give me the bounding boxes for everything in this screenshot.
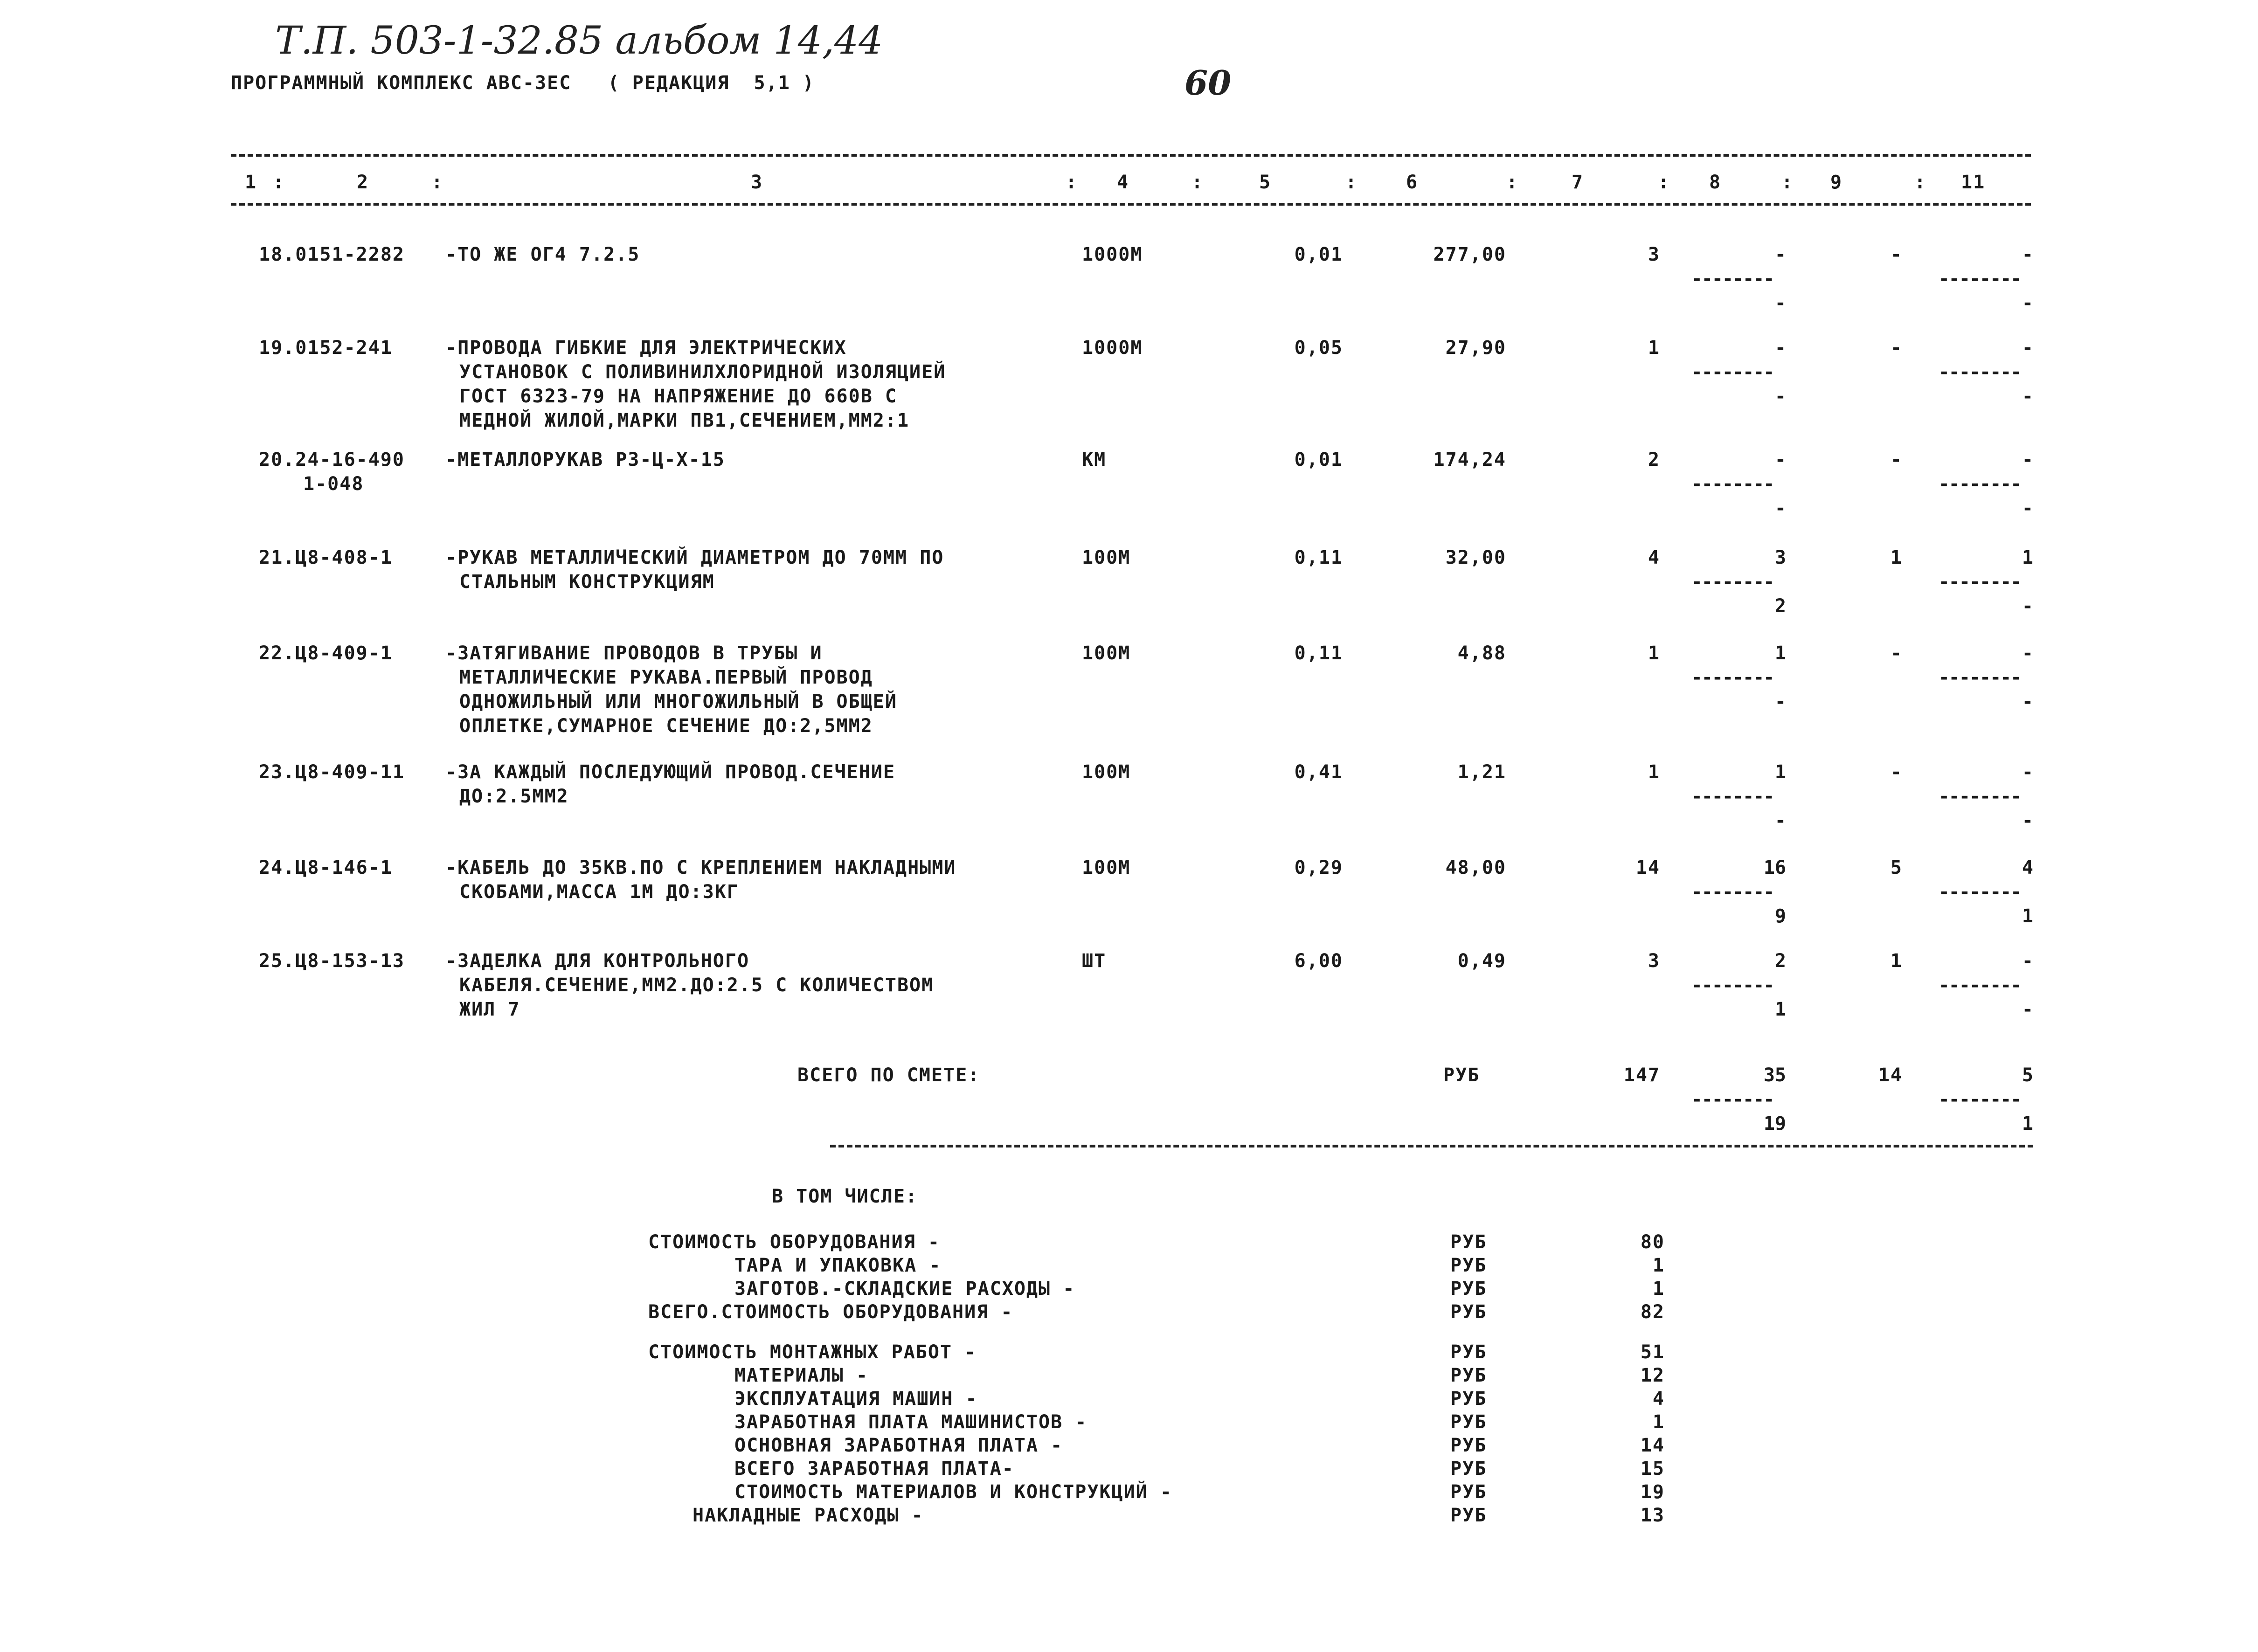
row-fraction-wages-bottom: -	[1774, 691, 1786, 712]
total-frac-2-top: 5	[2022, 1064, 2033, 1086]
column-separator: :	[1345, 172, 1358, 193]
summary-value: 12	[1640, 1365, 1665, 1386]
total-frac-2: 5 -------- 1	[1938, 1064, 2033, 1134]
row-fraction-wages: 2 -------- 1	[1691, 950, 1786, 1020]
row-fraction-col11: - -------- -	[1938, 244, 2033, 314]
summary-label: НАКЛАДНЫЕ РАСХОДЫ -	[693, 1505, 924, 1526]
column-header-7: 7	[1572, 172, 1584, 193]
row-fraction-col11-top: -	[2022, 761, 2033, 783]
row-fraction-col11-bottom: -	[2022, 498, 2033, 519]
row-description-line: -ЗАДЕЛКА ДЛЯ КОНТРОЛЬНОГО	[445, 950, 750, 972]
row-description-line: ЖИЛ 7	[459, 999, 520, 1020]
row-description-line: -ТО ЖЕ ОГ4 7.2.5	[445, 244, 640, 265]
column-header-9: 9	[1830, 172, 1843, 193]
row-total: 3	[1648, 244, 1660, 265]
row-fraction-col11-top: -	[2022, 643, 2033, 664]
row-description-line: ГОСТ 6323-79 НА НАПРЯЖЕНИЕ ДО 660В С	[459, 386, 897, 407]
row-code: 18.0151-2282	[259, 244, 405, 265]
row-col9: 1	[1890, 547, 1903, 568]
row-unit: 100М	[1082, 547, 1131, 568]
summary-unit: РУБ	[1450, 1255, 1487, 1276]
row-fraction-wages-top: 16	[1763, 857, 1786, 878]
summary-label: МАТЕРИАЛЫ -	[734, 1365, 868, 1386]
row-fraction-wages-top: 2	[1774, 950, 1786, 972]
row-fraction-col11-top: 1	[2022, 547, 2033, 568]
row-fraction-wages-bottom: -	[1774, 810, 1786, 831]
summary-label: СТОИМОСТЬ МАТЕРИАЛОВ И КОНСТРУКЦИЙ -	[734, 1481, 1172, 1503]
summary-value: 80	[1640, 1231, 1665, 1253]
row-description-line: СКОБАМИ,МАССА 1М ДО:3КГ	[459, 881, 739, 903]
row-col9: 5	[1890, 857, 1903, 878]
column-separator: :	[273, 172, 285, 193]
column-header-10: 11	[1961, 172, 1986, 193]
row-fraction-wages: - -------- -	[1691, 244, 1786, 314]
row-unit-price: 174,24	[1433, 449, 1506, 470]
summary-label: СТОИМОСТЬ ОБОРУДОВАНИЯ -	[648, 1231, 940, 1253]
column-separator: :	[1914, 172, 1927, 193]
row-description-line: УСТАНОВОК С ПОЛИВИНИЛХЛОРИДНОЙ ИЗОЛЯЦИЕЙ	[459, 361, 946, 383]
row-fraction-wages: - -------- -	[1691, 449, 1786, 519]
total-col9: 14	[1878, 1064, 1903, 1086]
row-col9: -	[1890, 643, 1903, 664]
row-unit: ШТ	[1082, 950, 1107, 972]
row-description-line: СТАЛЬНЫМ КОНСТРУКЦИЯМ	[459, 571, 715, 593]
row-fraction-col11-bottom: -	[2022, 691, 2033, 712]
row-unit-price: 4,88	[1457, 643, 1506, 664]
row-quantity: 0,11	[1294, 643, 1343, 664]
row-fraction-wages-top: 1	[1774, 643, 1786, 664]
row-fraction-col11-bottom: -	[2022, 292, 2033, 314]
column-separator: :	[1066, 172, 1078, 193]
row-fraction-wages: - -------- -	[1691, 337, 1786, 407]
row-fraction-col11-bottom: -	[2022, 999, 2033, 1020]
row-description-line: -ЗА КАЖДЫЙ ПОСЛЕДУЮЩИЙ ПРОВОД.СЕЧЕНИЕ	[445, 761, 896, 783]
row-fraction-col11-top: -	[2022, 449, 2033, 470]
row-fraction-wages-bottom: 9	[1774, 905, 1786, 927]
summary-value: 15	[1640, 1458, 1665, 1479]
row-col9: 1	[1890, 950, 1903, 972]
row-code: 25.Ц8-153-13	[259, 950, 405, 972]
column-header-8: 8	[1709, 172, 1722, 193]
row-description-line: -КАБЕЛЬ ДО 35КВ.ПО С КРЕПЛЕНИЕМ НАКЛАДНЫМИ	[445, 857, 956, 878]
summary-value: 82	[1640, 1301, 1665, 1323]
summary-value: 14	[1640, 1435, 1665, 1456]
total-label: ВСЕГО ПО СМЕТЕ:	[797, 1064, 980, 1086]
row-fraction-wages-bottom: -	[1774, 386, 1786, 407]
summary-unit: РУБ	[1450, 1505, 1487, 1526]
column-header-4: 4	[1117, 172, 1129, 193]
row-description-line: ОПЛЕТКЕ,СУМАРНОЕ СЕЧЕНИЕ ДО:2,5ММ2	[459, 715, 873, 737]
column-separator: :	[431, 172, 444, 193]
row-fraction-wages-bottom: -	[1774, 498, 1786, 519]
summary-value: 1	[1652, 1278, 1665, 1299]
row-quantity: 6,00	[1294, 950, 1343, 972]
row-fraction-col11-bottom: -	[2022, 386, 2033, 407]
row-fraction-col11: - -------- -	[1938, 761, 2033, 831]
row-unit: 1000М	[1082, 337, 1143, 359]
row-fraction-wages-bottom: 1	[1774, 999, 1786, 1020]
summary-unit: РУБ	[1450, 1435, 1487, 1456]
summary-unit: РУБ	[1450, 1458, 1487, 1479]
summary-label: ЗАГОТОВ.-СКЛАДСКИЕ РАСХОДЫ -	[734, 1278, 1075, 1299]
row-col9: -	[1890, 244, 1903, 265]
row-code-line2: 1-048	[303, 473, 364, 495]
row-fraction-col11: - -------- -	[1938, 643, 2033, 712]
top-rule	[231, 154, 2031, 157]
row-total: 14	[1635, 857, 1660, 878]
row-description-line: -ПРОВОДА ГИБКИЕ ДЛЯ ЭЛЕКТРИЧЕСКИХ	[445, 337, 847, 359]
total-frac-2-bot: 1	[2022, 1113, 2033, 1134]
summary-unit: РУБ	[1450, 1231, 1487, 1253]
row-unit-price: 27,90	[1445, 337, 1506, 359]
summary-label: ВСЕГО.СТОИМОСТЬ ОБОРУДОВАНИЯ -	[648, 1301, 1013, 1323]
column-header-1: 1	[245, 172, 257, 193]
row-unit: 100М	[1082, 643, 1131, 664]
summary-label: ВСЕГО ЗАРАБОТНАЯ ПЛАТА-	[734, 1458, 1014, 1479]
row-description-line: МЕТАЛЛИЧЕСКИЕ РУКАВА.ПЕРВЫЙ ПРОВОД	[459, 667, 873, 688]
row-fraction-col11: - -------- -	[1938, 950, 2033, 1020]
row-description-line: -ЗАТЯГИВАНИЕ ПРОВОДОВ В ТРУБЫ И	[445, 643, 823, 664]
row-fraction-wages-top: -	[1774, 337, 1786, 359]
row-fraction-col11-top: -	[2022, 337, 2033, 359]
page-number: 60	[1184, 63, 1232, 103]
row-col9: -	[1890, 337, 1903, 359]
row-fraction-wages-top: -	[1774, 244, 1786, 265]
row-unit: 100М	[1082, 857, 1131, 878]
row-col9: -	[1890, 761, 1903, 783]
row-unit-price: 277,00	[1433, 244, 1506, 265]
total-unit: РУБ	[1443, 1064, 1480, 1086]
summary-value: 1	[1652, 1411, 1665, 1433]
row-fraction-wages-top: 3	[1774, 547, 1786, 568]
row-quantity: 0,05	[1294, 337, 1343, 359]
row-fraction-wages-bottom: -	[1774, 292, 1786, 314]
row-quantity: 0,01	[1294, 449, 1343, 470]
column-header-5: 5	[1259, 172, 1272, 193]
row-code: 22.Ц8-409-1	[259, 643, 393, 664]
row-quantity: 0,29	[1294, 857, 1343, 878]
row-fraction-col11: 1 -------- -	[1938, 547, 2033, 617]
summary-label: ЗАРАБОТНАЯ ПЛАТА МАШИНИСТОВ -	[734, 1411, 1087, 1433]
column-separator: :	[1506, 172, 1519, 193]
row-code: 24.Ц8-146-1	[259, 857, 393, 878]
row-code: 23.Ц8-409-11	[259, 761, 405, 783]
summary-value: 51	[1640, 1341, 1665, 1363]
summary-unit: РУБ	[1450, 1388, 1487, 1410]
row-unit: 1000М	[1082, 244, 1143, 265]
row-description-line: -РУКАВ МЕТАЛЛИЧЕСКИЙ ДИАМЕТРОМ ДО 70ММ ПО	[445, 547, 944, 568]
summary-heading: В ТОМ ЧИСЛЕ:	[772, 1186, 918, 1207]
total-sum: 147	[1623, 1064, 1660, 1086]
program-header: ПРОГРАММНЫЙ КОМПЛЕКС АВС-3ЕС ( РЕДАКЦИЯ 5,1 )	[231, 72, 815, 94]
row-description-line: МЕДНОЙ ЖИЛОЙ,МАРКИ ПВ1,СЕЧЕНИЕМ,ММ2:1	[459, 410, 910, 431]
summary-unit: РУБ	[1450, 1278, 1487, 1299]
row-total: 1	[1648, 761, 1660, 783]
row-fraction-col11-top: 4	[2022, 857, 2033, 878]
row-description-line: ОДНОЖИЛЬНЫЙ ИЛИ МНОГОЖИЛЬНЫЙ В ОБЩЕЙ	[459, 691, 897, 712]
row-fraction-col11-bottom: -	[2022, 810, 2033, 831]
row-description-line: -МЕТАЛЛОРУКАВ РЗ-Ц-Х-15	[445, 449, 725, 470]
row-quantity: 0,11	[1294, 547, 1343, 568]
row-code: 21.Ц8-408-1	[259, 547, 393, 568]
summary-value: 13	[1640, 1505, 1665, 1526]
row-fraction-wages: 1 -------- -	[1691, 761, 1786, 831]
total-frac-1-top: 35	[1763, 1064, 1786, 1086]
row-code: 20.24-16-490	[259, 449, 405, 470]
row-quantity: 0,01	[1294, 244, 1343, 265]
row-col9: -	[1890, 449, 1903, 470]
header-bottom-rule	[231, 203, 2031, 206]
row-fraction-wages-top: 1	[1774, 761, 1786, 783]
handwritten-title: Т.П. 503-1-32.85 альбом 14,44	[275, 19, 883, 63]
column-separator: :	[1658, 172, 1670, 193]
summary-label: ОСНОВНАЯ ЗАРАБОТНАЯ ПЛАТА -	[734, 1435, 1063, 1456]
row-fraction-wages-bottom: 2	[1774, 595, 1786, 617]
column-separator: :	[1781, 172, 1794, 193]
total-bottom-rule	[830, 1145, 2033, 1147]
column-separator: :	[1191, 172, 1204, 193]
row-fraction-col11: - -------- -	[1938, 337, 2033, 407]
total-frac-1-bot: 19	[1763, 1113, 1786, 1134]
row-total: 3	[1648, 950, 1660, 972]
summary-label: СТОИМОСТЬ МОНТАЖНЫХ РАБОТ -	[648, 1341, 977, 1363]
row-fraction-wages: 16 -------- 9	[1691, 857, 1786, 927]
row-unit: 100М	[1082, 761, 1131, 783]
row-total: 2	[1648, 449, 1660, 470]
row-fraction-wages: 1 -------- -	[1691, 643, 1786, 712]
row-unit-price: 1,21	[1457, 761, 1506, 783]
row-unit: КМ	[1082, 449, 1107, 470]
summary-label: ТАРА И УПАКОВКА -	[734, 1255, 942, 1276]
row-total: 1	[1648, 643, 1660, 664]
column-header-2: 2	[357, 172, 369, 193]
summary-unit: РУБ	[1450, 1301, 1487, 1323]
column-header-3: 3	[751, 172, 763, 193]
row-fraction-col11-top: -	[2022, 950, 2033, 972]
row-code: 19.0152-241	[259, 337, 393, 359]
summary-value: 1	[1652, 1255, 1665, 1276]
row-unit-price: 0,49	[1457, 950, 1506, 972]
row-unit-price: 32,00	[1445, 547, 1506, 568]
row-fraction-wages-top: -	[1774, 449, 1786, 470]
row-description-line: ДО:2.5ММ2	[459, 786, 569, 807]
total-frac-1: 35 -------- 19	[1691, 1064, 1786, 1134]
summary-label: ЭКСПЛУАТАЦИЯ МАШИН -	[734, 1388, 978, 1410]
row-fraction-col11: - -------- -	[1938, 449, 2033, 519]
row-fraction-col11: 4 -------- 1	[1938, 857, 2033, 927]
row-quantity: 0,41	[1294, 761, 1343, 783]
summary-unit: РУБ	[1450, 1341, 1487, 1363]
summary-value: 4	[1652, 1388, 1665, 1410]
summary-unit: РУБ	[1450, 1365, 1487, 1386]
row-unit-price: 48,00	[1445, 857, 1506, 878]
row-fraction-wages: 3 -------- 2	[1691, 547, 1786, 617]
row-total: 4	[1648, 547, 1660, 568]
summary-unit: РУБ	[1450, 1411, 1487, 1433]
row-description-line: КАБЕЛЯ.СЕЧЕНИЕ,ММ2.ДО:2.5 С КОЛИЧЕСТВОМ	[459, 975, 934, 996]
row-fraction-col11-bottom: -	[2022, 595, 2033, 617]
row-fraction-col11-bottom: 1	[2022, 905, 2033, 927]
summary-unit: РУБ	[1450, 1481, 1487, 1503]
summary-value: 19	[1640, 1481, 1665, 1503]
row-fraction-col11-top: -	[2022, 244, 2033, 265]
row-total: 1	[1648, 337, 1660, 359]
column-header-6: 6	[1406, 172, 1419, 193]
